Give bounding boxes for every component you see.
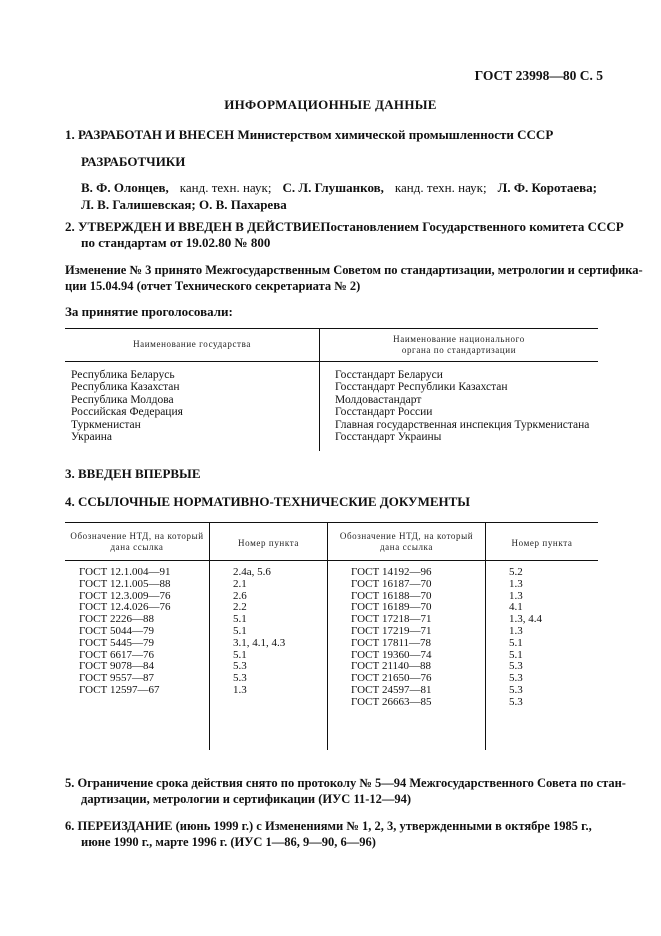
- section-6-line-2: июне 1990 г., марте 1996 г. (ИУС 1—86, 9—90, 6—96): [81, 835, 376, 849]
- amendment-line-1: Изменение № 3 принято Межгосударственным Советом по стандартизации, метрологии и сертифика-: [65, 263, 643, 277]
- section-6-line-1: 6. ПЕРЕИЗДАНИЕ (июнь 1999 г.) с Изменениями № 1, 2, 3, утвержденными в октябре 1985 г.,: [65, 819, 592, 833]
- voted-label: За принятие проголосовали:: [65, 304, 233, 319]
- ref-table-top-rule: [65, 522, 598, 523]
- ref-docs-left: ГОСТ 12.1.004—91 ГОСТ 12.1.005—88 ГОСТ 12.3.009—76 ГОСТ 12.4.026—76 ГОСТ 2226—88 ГОСТ 5044—79 ГОСТ 5445—79 ГОСТ 6617—76 ГОСТ 9078—84 ГОСТ 9557—87 ГОСТ 12597—67: [79, 566, 171, 696]
- col-header-state: Наименование государства: [133, 339, 251, 349]
- developers-heading: РАЗРАБОТЧИКИ: [81, 154, 186, 169]
- ref-col-header-doc-2-line2: дана ссылка: [380, 542, 433, 552]
- section-1: [65, 127, 553, 143]
- section-2-text: Постановлением Государственного комитета СССР: [320, 219, 624, 234]
- section-2-text-line2: по стандартам от 19.02.80 № 800: [81, 235, 271, 250]
- section-3: 3. ВВЕДЕН ВПЕРВЫЕ: [65, 466, 201, 481]
- section-4: 4. ССЫЛОЧНЫЕ НОРМАТИВНО-ТЕХНИЧЕСКИЕ ДОКУМЕНТЫ: [65, 494, 471, 509]
- page-header: ГОСТ 23998—80 С. 5: [474, 68, 603, 83]
- bodies-column: Госстандарт Беларуси Госстандарт Республики Казахстан Молдовастандарт Госстандарт России Главная государственная инспекция Туркменистана Госстандарт Украины: [335, 369, 590, 444]
- section-6: [65, 818, 597, 850]
- developers-list: [81, 180, 597, 213]
- ref-col-divider-3: [485, 522, 486, 750]
- section-5-line-2: дартизации, метрологии и сертификации (ИУС 11-12—94): [81, 792, 412, 806]
- ref-col-header-doc-line2: дана ссылка: [110, 542, 164, 552]
- ref-items-left: 2.4а, 5.6 2.1 2.6 2.2 5.1 5.1 3.1, 4.1, 4.3 5.1 5.3 5.3 1.3: [233, 566, 286, 696]
- developer-name: В. Ф. Олонцев,: [81, 180, 169, 195]
- amendment-line-2: ции 15.04.94 (отчет Технического секретариата № 2): [65, 279, 361, 293]
- section-1-number: 1.: [65, 127, 75, 142]
- col-header-body: [320, 334, 598, 356]
- developer-name: Л. Ф. Коротаева;: [497, 180, 597, 195]
- ref-docs-right: ГОСТ 14192—96 ГОСТ 16187—70 ГОСТ 16188—70 ГОСТ 16189—70 ГОСТ 17218—71 ГОСТ 17219—71 ГОСТ 17811—78 ГОСТ 19360—74 ГОСТ 21140—88 ГОСТ 21650—76 ГОСТ 24597—81 ГОСТ 26663—85: [351, 566, 432, 708]
- ref-col-header-item-2: Номер пункта: [511, 538, 573, 548]
- section-2-lead: УТВЕРЖДЕН И ВВЕДЕН В ДЕЙСТВИЕ: [78, 219, 321, 234]
- section-1-lead: РАЗРАБОТАН И ВНЕСЕН: [78, 127, 235, 142]
- ref-col-header-doc-line1: Обозначение НТД, на который: [70, 531, 204, 541]
- section-1-text: Министерством химической промышленности СССР: [237, 127, 554, 142]
- ref-items-right: 5.2 1.3 1.3 4.1 1.3, 4.4 1.3 5.1 5.1 5.3 5.3 5.3 5.3: [509, 566, 542, 708]
- ref-col-divider-2: [327, 522, 328, 750]
- ref-col-header-item: Номер пункта: [238, 538, 299, 548]
- developer-names-line2: Л. В. Галишевская; О. В. Пахарева: [81, 197, 287, 212]
- section-2-number: 2.: [65, 219, 75, 234]
- developer-title: канд. техн. наук;: [394, 180, 487, 195]
- ref-col-header-doc-2: [328, 531, 485, 553]
- ref-col-header-doc: [65, 531, 209, 553]
- page-title: ИНФОРМАЦИОННЫЕ ДАННЫЕ: [224, 97, 437, 112]
- table-top-rule: [65, 328, 598, 329]
- section-5-line-1: 5. Ограничение срока действия снято по протоколу № 5—94 Межгосударственного Совета по стан-: [65, 776, 626, 790]
- col-header-body-line2: органа по стандартизации: [401, 345, 517, 355]
- developer-name: С. Л. Глушанков,: [282, 180, 384, 195]
- developer-title: канд. техн. наук;: [179, 180, 272, 195]
- section-2: [65, 219, 624, 251]
- table-header-rule: [65, 361, 598, 362]
- states-column: Республика Беларусь Республика Казахстан Республика Молдова Российская Федерация Туркменистан Украина: [71, 369, 183, 444]
- ref-table-header-rule: [65, 560, 598, 561]
- amendment-note: [65, 262, 643, 294]
- ref-col-divider-1: [209, 522, 210, 750]
- ref-col-header-doc-2-line1: Обозначение НТД, на который: [339, 531, 474, 541]
- section-5: [65, 775, 626, 807]
- col-header-body-line1: Наименование национального: [393, 334, 525, 344]
